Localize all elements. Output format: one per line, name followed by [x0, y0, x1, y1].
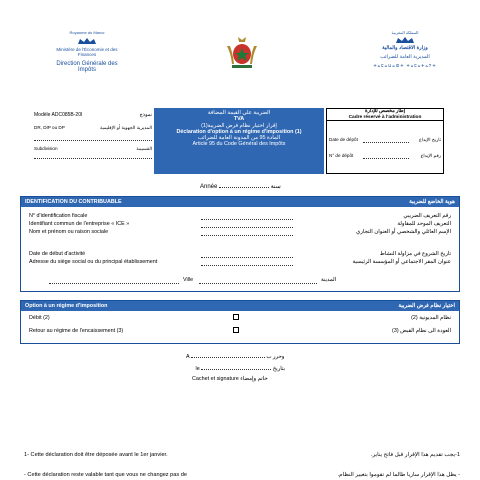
ville-label: Ville — [183, 277, 194, 283]
num-depot-label: N° de dépôt — [329, 153, 354, 158]
tifinagh-text: ⵜⴰⵎⴰⵡⴰⵙⵜ ⵜⴰⵎⴰⵜⴰⵢⵜ — [373, 63, 437, 68]
ifu-label: N° d'identification fiscale — [29, 213, 88, 219]
subdivision-label — [34, 146, 152, 152]
article-ar: المادة 95 من المدونة العامة للضرائب — [197, 135, 281, 142]
identification-header — [21, 197, 459, 207]
modele-label — [34, 112, 152, 118]
debit-checkbox[interactable] — [233, 314, 239, 320]
identification-title: IDENTIFICATION DU CONTRIBUABLE — [25, 199, 122, 205]
note1-ar: 1-يجب تقديم هذا الإقرار قبل فاتح يناير. — [370, 452, 460, 458]
option-header — [21, 301, 459, 311]
option-title: Option à un régime d'imposition — [25, 303, 108, 309]
ministry-ar: وزارة الاقتصاد والمالية — [382, 45, 428, 51]
dr-label — [34, 125, 152, 131]
cachet-label: Cachet et signature — [192, 376, 239, 382]
identification-title-ar: هوية الخاضع للضريبة — [409, 199, 455, 205]
admin-header — [327, 109, 443, 121]
lieu-field[interactable] — [191, 357, 265, 358]
date-debut-ar: تاريخ الشروع في مزاولة النشاط — [379, 251, 451, 257]
lieu-ar: وحرر ب — [266, 354, 285, 360]
encaissement-label: Retour au régime de l'encaissement (3) — [29, 328, 124, 334]
lieu-row — [186, 354, 296, 360]
note2-ar: - يظل هذا الإقرار ساريا طالما لم تقوموا بتغيير النظام. — [337, 472, 460, 478]
option-section — [20, 300, 460, 344]
ville-ar: المدينة — [321, 277, 337, 283]
ministry-name: Ministère de l'Économie et des Finances — [56, 47, 118, 57]
num-depot-ar: رقم الإيداع — [420, 153, 441, 158]
dgi-ar: المديرية العامة للضرائب — [380, 54, 430, 60]
footer-note-1 — [24, 452, 460, 458]
raison-sociale-field[interactable] — [201, 235, 293, 236]
date-depot-label: Date de dépôt — [329, 137, 358, 142]
note1-fr: 1- Cette déclaration doit être déposée avant le 1er janvier. — [24, 452, 168, 458]
admin-reserved-box — [326, 108, 444, 174]
date-depot-field[interactable] — [363, 142, 409, 143]
cachet-ar: خاتم وإمضاء — [240, 376, 268, 382]
dr-ar: المديرية الجهوية أو الإقليمية — [100, 125, 152, 130]
ministry-logo-left — [52, 30, 122, 73]
date-sign-row — [186, 366, 296, 372]
ministry-logo-right — [360, 30, 450, 68]
article-fr: Article 95 du Code Général des Impôts — [192, 141, 286, 148]
dgi-name: Direction Générale des Impôts — [56, 61, 118, 73]
ifu-field[interactable] — [201, 219, 293, 220]
tva-ar: الضريبة على القيمة المضافة — [207, 110, 271, 116]
debit-ar: نظام المديونية (2) — [411, 315, 451, 321]
ville-field-right[interactable] — [199, 283, 317, 284]
raison-sociale-ar: الإسم العائلي والشخصي أو العنوان التجاري — [356, 229, 451, 235]
option-title-ar: اختيار نظام فرض الضريبة — [398, 303, 455, 309]
note2-fr: - Cette déclaration reste valable tant que vous ne changez pas de — [24, 472, 187, 478]
crown-icon — [395, 36, 415, 44]
date-debut-label: Date de début d'activité — [29, 251, 86, 257]
declaration-title-box — [154, 108, 324, 174]
encaissement-checkbox[interactable] — [233, 327, 239, 333]
adresse-label: Adresse du siège social ou du principal établissement — [29, 259, 158, 265]
ifu-ar: رقم التعريف الضريبي — [403, 213, 451, 219]
date-sign-label: le — [195, 366, 200, 372]
crown-icon — [77, 37, 97, 45]
tva-fr: TVA — [233, 116, 245, 123]
ice-ar: التعريف الموحد للمقاولة — [397, 221, 451, 227]
adresse-field[interactable] — [201, 265, 293, 266]
declaration-fr: Déclaration d'option à un régime d'imposition (1) — [176, 128, 302, 135]
lieu-label: A — [186, 354, 190, 360]
kingdom-ar: المملكة المغربية — [391, 30, 419, 35]
declaration-ar: إقرار اختيار نظام فرض الضريبة(1) — [201, 122, 277, 129]
modele-ar: نموذج — [139, 112, 152, 118]
num-depot-field[interactable] — [363, 158, 409, 159]
encaissement-ar: العودة الى نظام القبض (3) — [392, 328, 451, 334]
debit-label: Débit (2) — [29, 315, 50, 321]
annee-label: Année — [200, 184, 218, 190]
coat-of-arms-icon — [224, 36, 260, 70]
annee-ar: سنة — [270, 184, 281, 190]
admin-header-ar: إطار مخصص للإدارة — [365, 109, 405, 114]
admin-header-fr: Cadre réservé à l'administration — [348, 114, 422, 120]
cachet-row — [192, 376, 268, 382]
kingdom-caption: Royaume du Maroc — [69, 30, 105, 35]
footer-note-2 — [24, 472, 460, 478]
date-depot-ar: تاريخ الإيداع — [418, 137, 441, 142]
ice-label: Identifiant commun de l'entreprise « ICE » — [29, 221, 130, 227]
raison-sociale-label: Nom et prénom ou raison sociale — [29, 229, 109, 235]
ville-field-left[interactable] — [49, 283, 179, 284]
ice-field[interactable] — [201, 227, 293, 228]
modele-code: Modèle ADC085B-20I — [34, 112, 83, 118]
date-sign-field[interactable] — [201, 369, 271, 370]
dr-line[interactable] — [34, 140, 152, 141]
subdivision-line[interactable] — [34, 158, 152, 159]
adresse-ar: عنوان المقر الاجتماعي أو المؤسسة الرئيسية — [352, 259, 451, 265]
annee-field[interactable] — [219, 187, 269, 188]
date-sign-ar: بتاريخ — [272, 366, 286, 372]
dr-fr: DR, DIP ou DP — [34, 125, 65, 130]
identification-section — [20, 196, 460, 292]
annee-row — [200, 183, 281, 190]
subdivision-ar: القسيمة — [136, 146, 152, 151]
subdivision-fr: Subdivision — [34, 146, 58, 151]
date-debut-field[interactable] — [201, 257, 293, 258]
